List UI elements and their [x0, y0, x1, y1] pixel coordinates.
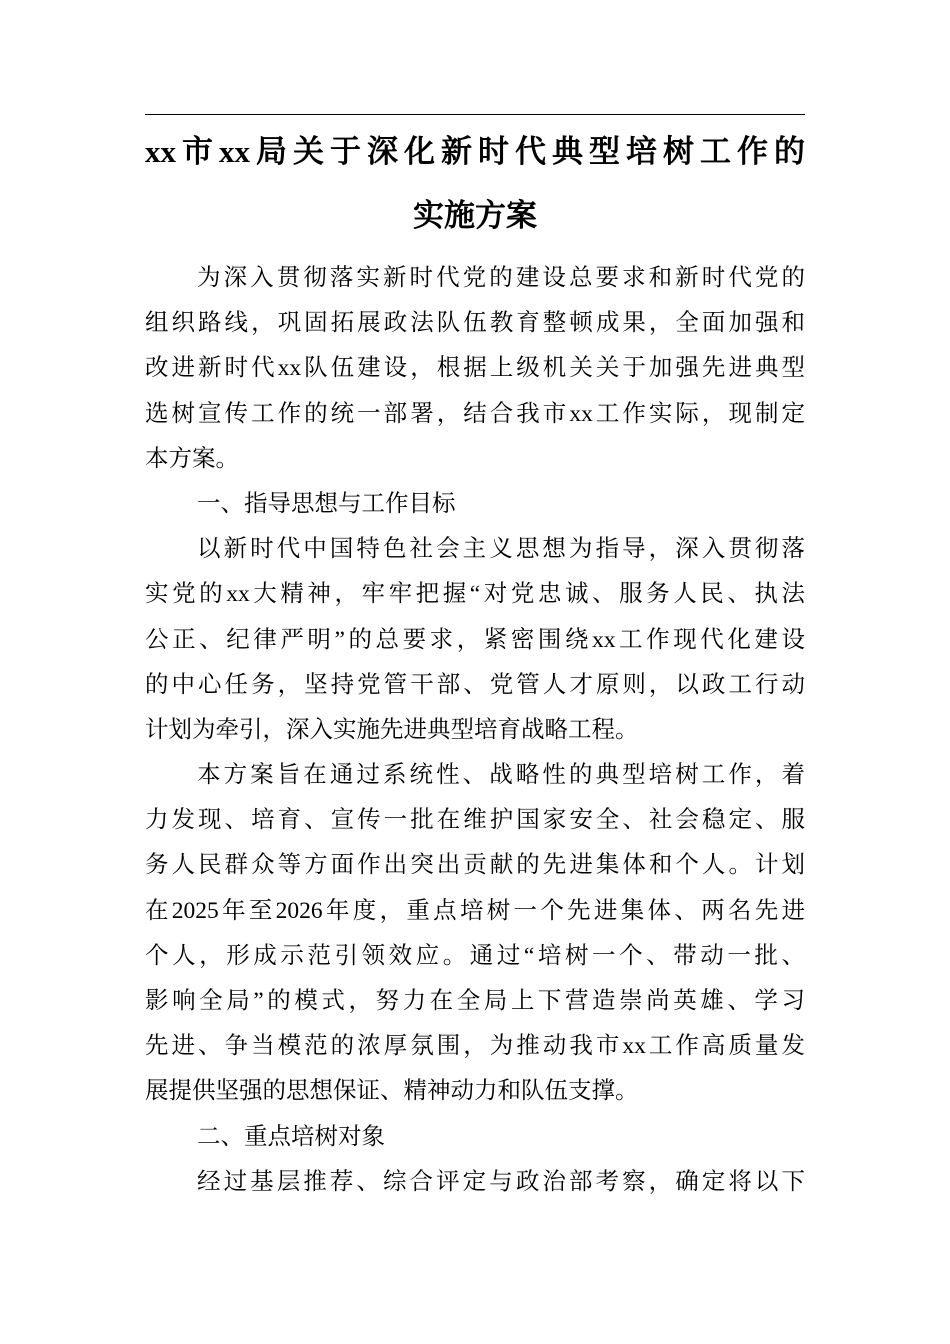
text-line: 力发现、培育、宣传一批在维护国家安全、社会稳定、服: [145, 807, 805, 834]
text-line: 实党的xx大精神，牢牢把握“对党忠诚、服务人民、执法: [145, 581, 805, 608]
paragraph: [145, 527, 805, 753]
section-heading: [145, 1115, 805, 1160]
text-line: 的中心任务，坚持党管干部、党管人才原则，以政工行动: [145, 671, 805, 698]
document-title-line-2: 实施方案: [413, 198, 537, 233]
header-rule: [145, 114, 805, 115]
text-line: 个人，形成示范引领效应。通过“培树一个、带动一批、: [145, 942, 805, 969]
text-line: 选树宣传工作的统一部署，结合我市xx工作实际，现制定: [145, 400, 805, 427]
paragraph: [145, 256, 805, 482]
text-line: 本方案。: [145, 445, 239, 472]
section-heading: [145, 482, 805, 527]
text-line: 为深入贯彻落实新时代党的建设总要求和新时代党的: [197, 265, 805, 291]
text-line: 影响全局”的模式，努力在全局上下营造崇尚英雄、学习: [145, 988, 805, 1014]
text-line: 计划为牵引，深入实施先进典型培育战略工程。: [145, 716, 639, 743]
text-line: 展提供坚强的思想保证、精神动力和队伍支撑。: [145, 1078, 639, 1105]
text-line: 公正、纪律严明”的总要求，紧密围绕xx工作现代化建设: [145, 626, 805, 653]
text-line: 组织路线，巩固拓展政法队伍教育整顿成果，全面加强和: [145, 310, 805, 337]
text-line: 在2025年至2026年度，重点培树一个先进集体、两名先进: [145, 897, 805, 924]
text-line: 先进、争当模范的浓厚氛围，为推动我市xx工作高质量发: [145, 1033, 805, 1060]
text-line: 二、重点培树对象: [197, 1123, 385, 1150]
text-line: 本方案旨在通过系统性、战略性的典型培树工作，着: [197, 762, 805, 789]
text-line: 改进新时代xx队伍建设，根据上级机关关于加强先进典型: [145, 355, 805, 382]
text-line: 以新时代中国特色社会主义思想为指导，深入贯彻落: [197, 536, 805, 563]
document-title-line-1: xx市xx局关于深化新时代典型培树工作的: [145, 134, 805, 169]
text-line: 务人民群众等方面作出突出贡献的先进集体和个人。计划: [145, 852, 805, 879]
text-line: 一、指导思想与工作目标: [197, 490, 456, 517]
text-line: 经过基层推荐、综合评定与政治部考察，确定将以下: [197, 1168, 805, 1195]
paragraph: [145, 1160, 805, 1205]
document-body: [145, 256, 805, 1205]
paragraph: [145, 753, 805, 1115]
